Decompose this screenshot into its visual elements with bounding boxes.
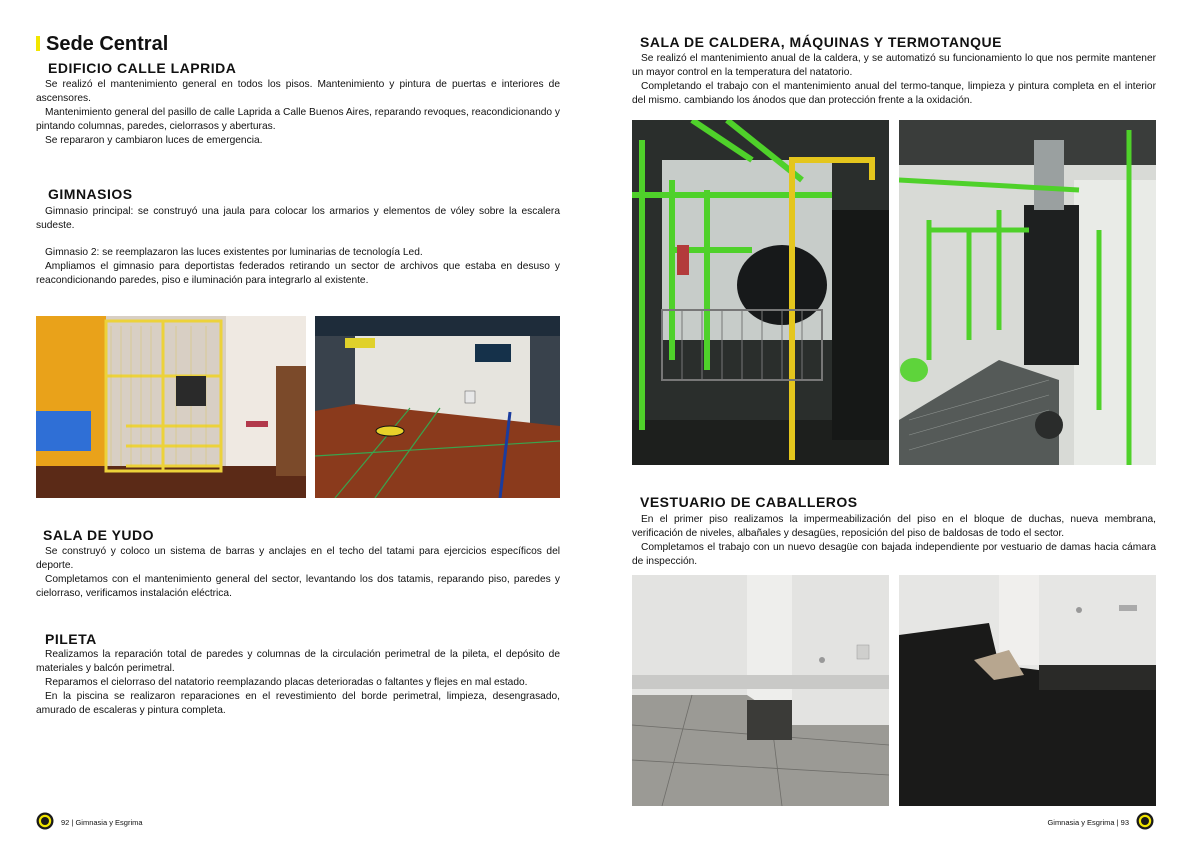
yudo-paragraph: Completamos con el mantenimiento general del sector, levantando los dos tatamis, reparando piso, paredes y cielorraso, verificamos instalación eléctrica. <box>36 574 560 599</box>
pileta-text <box>36 648 560 718</box>
laprida-paragraph: Mantenimiento general del pasillo de calle Laprida a Calle Buenos Aires, reparando revoques, reacondicionando y pintando columnas, paredes, cielorrasos y aberturas. <box>36 107 560 132</box>
yudo-text <box>36 545 560 601</box>
gimnasios-text <box>36 205 560 288</box>
pileta-paragraph: Realizamos la reparación total de paredes y columnas de la circulación perimetral de la pileta, el depósito de materiales y balcón perimetral. <box>36 649 560 674</box>
heading-pileta: PILETA <box>45 631 97 647</box>
photo-boiler-room-right <box>899 120 1156 465</box>
gimnasios-paragraph: Ampliamos el gimnasio para deportistas federados retirando un sector de archivos que estaba en desuso y reacondicionando paredes, piso e iluminación para integrarlo al existente. <box>36 261 560 286</box>
footer-page-right: Gimnasia y Esgrima | 93 <box>1047 818 1129 827</box>
vestuario-text <box>632 513 1156 569</box>
yudo-paragraph: Se construyó y coloco un sistema de barras y anclajes en el techo del tatami para ejercicios específicos del deporte. <box>36 546 560 571</box>
photo-shower-floor-membrane <box>899 575 1156 806</box>
pileta-paragraph: En la piscina se realizaron reparaciones en el revestimiento del borde perimetral, limpieza, desengrasado, amurado de escaleras y pintura completa. <box>36 691 560 716</box>
heading-edificio-laprida: EDIFICIO CALLE LAPRIDA <box>48 60 237 76</box>
laprida-text <box>36 78 560 148</box>
laprida-paragraph: Se repararon y cambiaron luces de emergencia. <box>45 135 263 146</box>
pileta-paragraph: Reparamos el cielorraso del natatorio reemplazando placas deterioradas o faltantes y flejes en mal estado. <box>45 677 528 688</box>
heading-vestuario-caballeros: VESTUARIO DE CABALLEROS <box>640 494 858 510</box>
footer-page-left: 92 | Gimnasia y Esgrima <box>61 818 143 827</box>
vestuario-paragraph: Completamos el trabajo con un nuevo desagüe con bajada independiente por vestuario de damas hacia cámara de inspección. <box>632 542 1156 567</box>
caldera-text <box>632 52 1156 108</box>
club-logo-icon <box>36 812 54 830</box>
photo-volleyball-cage <box>36 316 306 498</box>
title-accent-bar <box>36 36 40 51</box>
heading-gimnasios: GIMNASIOS <box>48 186 133 202</box>
page-title: Sede Central <box>46 33 169 55</box>
gimnasios-paragraph: Gimnasio 2: se reemplazaron las luces existentes por luminarias de tecnología Led. <box>45 247 423 258</box>
photo-boiler-room-left <box>632 120 889 465</box>
club-logo-icon <box>1136 812 1154 830</box>
laprida-paragraph: Se realizó el mantenimiento general en todos los pisos. Mantenimiento y pintura de puertas e interiores de ascensores. <box>36 79 560 104</box>
heading-sala-yudo: SALA DE YUDO <box>43 527 155 543</box>
photo-shower-floor-before <box>632 575 889 806</box>
caldera-paragraph: Se realizó el mantenimiento anual de la caldera, y se automatizó su funcionamiento lo que nos permite mantener un mayor control en la temperatura del natatorio. <box>632 53 1156 78</box>
caldera-paragraph: Completando el trabajo con el mantenimiento anual del termo-tanque, limpieza y pintura completa en el interior del mismo. cambiando los ánodos que dan protección frente a la oxidación. <box>632 81 1156 106</box>
heading-sala-caldera: SALA DE CALDERA, MÁQUINAS Y TERMOTANQUE <box>640 34 1002 50</box>
photo-basketball-court <box>315 316 560 498</box>
vestuario-paragraph: En el primer piso realizamos la impermeabilización del piso en el bloque de duchas, nueva membrana, verificación de niveles, albañales y desagües, reposición del piso de baldosas de todo el sector. <box>632 514 1156 539</box>
gimnasios-paragraph: Gimnasio principal: se construyó una jaula para colocar los armarios y elementos de vóley sobre la escalera sudeste. <box>36 206 560 231</box>
